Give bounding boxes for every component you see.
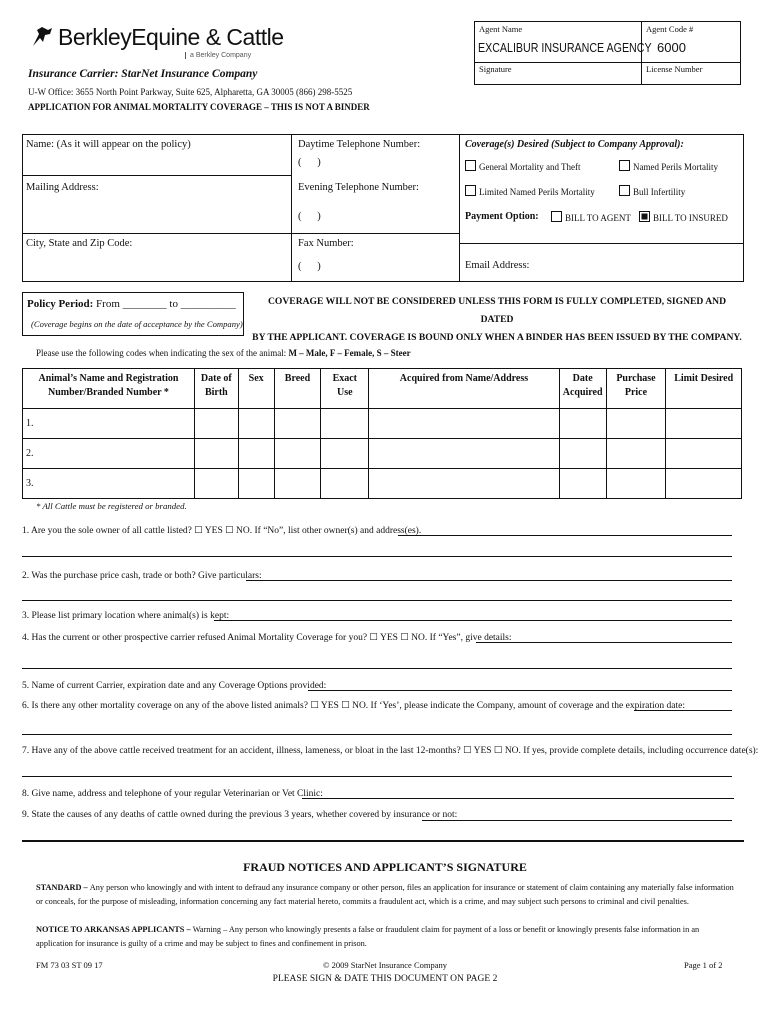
copyright: © 2009 StarNet Insurance Company [322, 960, 447, 970]
daytime-phone-label: Daytime Telephone Number: [298, 139, 421, 150]
question-1: 1. Are you the sole owner of all cattle listed? ☐ YES ☐ NO. If “No”, list other owner(s) and address(es). [22, 526, 422, 536]
agent-name-label: Agent Name [479, 24, 523, 34]
bill-to-insured-option[interactable]: BILL TO INSURED [639, 211, 728, 223]
carrier-line: Insurance Carrier: StarNet Insurance Company [28, 68, 258, 80]
col-header-breed: Breed [274, 369, 321, 409]
animal-schedule-table [22, 368, 742, 498]
sex-codes-note: Please use the following codes when indicating the sex of the animal: M – Male, F – Female, S – Steer [36, 348, 411, 358]
question-8: 8. Give name, address and telephone of your regular Veterinarian or Vet Clinic: [22, 789, 323, 799]
checkbox-icon[interactable] [619, 185, 630, 196]
row-number: 3. [23, 469, 195, 499]
answer-line-3[interactable] [214, 620, 732, 621]
answer-line-8[interactable] [302, 798, 734, 799]
answer-line-9[interactable] [422, 820, 732, 821]
answer-line-4b[interactable] [22, 668, 732, 669]
fraud-section-title: FRAUD NOTICES AND APPLICANT’S SIGNATURE [243, 860, 527, 874]
answer-line-2[interactable] [246, 580, 732, 581]
table-row[interactable] [23, 439, 742, 469]
table-row[interactable] [23, 469, 742, 499]
question-7: 7. Have any of the above cattle received treatment for an accident, illness, lameness, or bloat in the last 12-months? ☐ YES ☐ NO. If yes, provide complete details, including occurrence date(s): [22, 746, 759, 756]
table-row[interactable] [23, 409, 742, 439]
evening-phone-label: Evening Telephone Number: [298, 182, 419, 193]
email-field[interactable]: Email Address: [465, 260, 530, 271]
office-line: U-W Office: 3655 North Point Parkway, Suite 625, Alpharetta, GA 30005 (866) 298-5525 [28, 87, 353, 97]
answer-line-2b[interactable] [22, 600, 732, 601]
city-state-zip-field[interactable]: City, State and Zip Code: [26, 238, 133, 249]
coverage-title: Coverage(s) Desired (Subject to Company Approval): [465, 139, 684, 150]
payment-option-label: Payment Option: [465, 211, 539, 222]
col-header-acquired-from: Acquired from Name/Address [369, 369, 560, 409]
checkbox-icon[interactable] [551, 211, 562, 222]
form-title: APPLICATION FOR ANIMAL MORTALITY COVERAGE – THIS IS NOT A BINDER [28, 102, 370, 112]
sign-date-note: PLEASE SIGN & DATE THIS DOCUMENT ON PAGE 2 [272, 974, 498, 984]
section-divider [22, 840, 744, 842]
col-header-animal-name: Animal’s Name and Registration Number/Branded Number * [23, 369, 195, 409]
daytime-phone-field[interactable]: ( ) [298, 157, 321, 168]
evening-phone-field[interactable]: ( ) [298, 211, 321, 222]
question-2: 2. Was the purchase price cash, trade or both? Give particulars: [22, 571, 262, 581]
answer-line-1b[interactable] [22, 556, 732, 557]
checkbox-icon[interactable] [465, 185, 476, 196]
agent-code-field[interactable]: 6000 [657, 40, 686, 55]
agent-code-label: Agent Code # [646, 24, 694, 34]
coverage-limited-option[interactable]: Limited Named Perils Mortality [465, 185, 595, 197]
answer-line-1[interactable] [398, 535, 732, 536]
question-3: 3. Please list primary location where animal(s) is kept: [22, 611, 230, 621]
policy-period-note: (Coverage begins on the date of acceptance by the Company) [31, 319, 243, 329]
name-field[interactable]: Name: (As it will appear on the policy) [26, 139, 191, 150]
col-header-date-acquired: Date Acquired [559, 369, 606, 409]
answer-line-4[interactable] [476, 642, 732, 643]
applicant-info-table [22, 134, 744, 282]
answer-line-6b[interactable] [22, 734, 732, 735]
row-number: 2. [23, 439, 195, 469]
horse-logo-icon [30, 24, 56, 50]
standard-fraud-notice: STANDARD – Any person who knowingly and with intent to defraud any insurance company or other person, files an application for insurance or statement of claim containing any materially false information or conceals, for the purpose of misleading, information concerning any fact material hereto, commits a fraudulent act, which is a crime, and may subject such persons to criminal and civil penalties. [36, 883, 734, 906]
fax-label: Fax Number: [298, 238, 354, 249]
checkbox-icon[interactable] [465, 160, 476, 171]
coverage-general-option[interactable]: General Mortality and Theft [465, 160, 581, 172]
coverage-bull-option[interactable]: Bull Infertility [619, 185, 685, 197]
col-header-purchase-price: Purchase Price [606, 369, 666, 409]
question-6: 6. Is there any other mortality coverage on any of the above listed animals? ☐ YES ☐ NO. If ‘Yes’, please indicate the Company, amount of coverage and the expiration date: [22, 701, 686, 711]
col-header-dob: Date of Birth [194, 369, 238, 409]
fax-field[interactable]: ( ) [298, 261, 321, 272]
checked-checkbox-icon[interactable] [639, 211, 650, 222]
answer-line-7[interactable] [22, 776, 732, 777]
checkbox-icon[interactable] [619, 160, 630, 171]
col-header-exact-use: Exact Use [321, 369, 369, 409]
license-number-field[interactable]: License Number [646, 64, 703, 74]
policy-period-box [22, 292, 244, 336]
mailing-address-field[interactable]: Mailing Address: [26, 182, 99, 193]
answer-line-6[interactable] [634, 710, 732, 711]
question-4: 4. Has the current or other prospective carrier refused Animal Mortality Coverage for you? ☐ YES ☐ NO. If “Yes”, give details: [22, 633, 512, 643]
table-footnote: * All Cattle must be registered or branded. [36, 501, 187, 511]
answer-line-5[interactable] [308, 690, 732, 691]
agent-name-field[interactable]: EXCALIBUR INSURANCE AGENCY [478, 40, 652, 55]
page-number: Page 1 of 2 [684, 960, 723, 970]
bill-to-agent-option[interactable]: BILL TO AGENT [551, 211, 631, 223]
form-id: FM 73 03 ST 09 17 [36, 960, 103, 970]
question-5: 5. Name of current Carrier, expiration date and any Coverage Options provided: [22, 681, 327, 691]
arkansas-fraud-notice: NOTICE TO ARKANSAS APPLICANTS – Warning – Any person who knowingly presents a false or fraudulent claim for payment of a loss or benefit or knowingly presents false information in an application for insurance is guilty of a crime and may be subject to fines and confinement in prison. [36, 925, 700, 948]
col-header-sex: Sex [238, 369, 274, 409]
agent-info-box [474, 21, 741, 85]
policy-period-field[interactable]: Policy Period: From ________ to __________ [27, 298, 236, 310]
col-header-limit-desired: Limit Desired [666, 369, 742, 409]
coverage-warning: COVERAGE WILL NOT BE CONSIDERED UNLESS THIS FORM IS FULLY COMPLETED, SIGNED AND DATED BY THE APPLICANT. COVERAGE IS BOUND ONLY WHEN A BINDER HAS BEEN ISSUED BY THE COMPANY. [252, 296, 742, 343]
brand-logo-subtitle: a Berkley Company [185, 52, 251, 59]
row-number: 1. [23, 409, 195, 439]
signature-field[interactable]: Signature [479, 64, 512, 74]
brand-logo-text: BerkleyEquine & Cattle [58, 24, 284, 50]
question-9: 9. State the causes of any deaths of cattle owned during the previous 3 years, whether covered by insurance or not: [22, 810, 458, 820]
coverage-named-option[interactable]: Named Perils Mortality [619, 160, 718, 172]
